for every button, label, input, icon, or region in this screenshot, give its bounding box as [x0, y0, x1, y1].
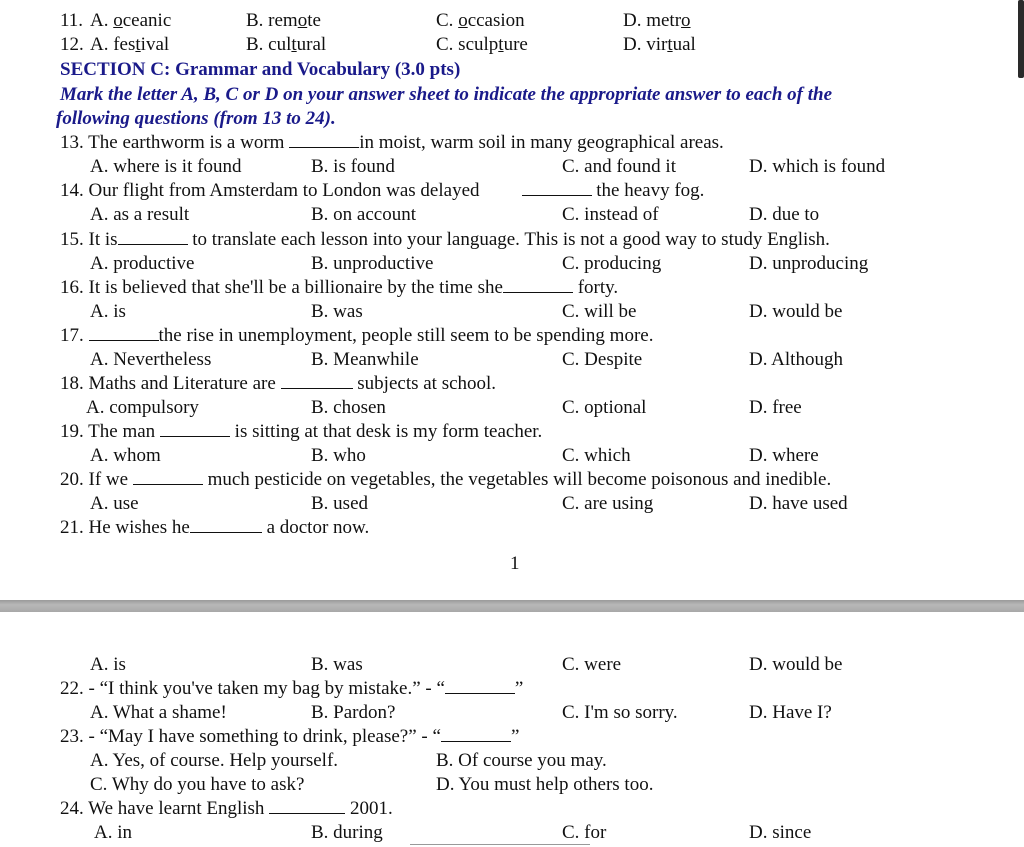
q20-option-a: A. use — [90, 493, 139, 514]
section-title: SECTION C: Grammar and Vocabulary (3.0 pts) — [60, 59, 461, 80]
q16-blank — [503, 276, 573, 293]
q15-option-a: A. productive — [90, 253, 195, 274]
q19-blank — [160, 420, 230, 437]
q24-option-c: C. for — [562, 822, 607, 843]
q22-option-b: B. Pardon? — [311, 702, 396, 723]
q18-option-c: C. optional — [562, 397, 647, 418]
q14-option-b: B. on account — [311, 204, 417, 225]
q17-option-c: C. Despite — [562, 349, 643, 370]
q15-blank — [118, 228, 188, 245]
q24-option-b: B. during — [311, 822, 383, 843]
q21-option-d: D. would be — [749, 654, 843, 675]
q11-number: 11. — [60, 10, 84, 31]
q13-option-a: A. where is it found — [90, 156, 242, 177]
q20-blank — [133, 468, 203, 485]
q17-blank — [89, 324, 159, 341]
q23-stem: 23. - “May I have something to drink, please?” - “ ” — [60, 726, 520, 747]
q24-blank — [269, 797, 345, 814]
q18-option-a: A. compulsory — [86, 397, 199, 418]
q11-option-d: D. metro — [623, 10, 691, 31]
q20-option-d: D. have used — [749, 493, 848, 514]
scrollbar[interactable] — [1018, 0, 1024, 78]
page-number: 1 — [510, 553, 520, 574]
q12-option-d: D. virtual — [623, 34, 696, 55]
q22-blank — [445, 677, 515, 694]
q13-option-c: C. and found it — [562, 156, 676, 177]
q23-option-b: B. Of course you may. — [436, 750, 607, 771]
q13-option-d: D. which is found — [749, 156, 886, 177]
q11-option-b: B. remote — [246, 10, 321, 31]
q12-number: 12. — [60, 34, 84, 55]
q20-option-b: B. used — [311, 493, 368, 514]
q18-stem: 18. Maths and Literature are subjects at school. — [60, 373, 497, 394]
q22-option-c: C. I'm so sorry. — [562, 702, 678, 723]
q13-stem: 13. The earthworm is a worm in moist, warm soil in many geographical areas. — [60, 132, 724, 153]
q13-option-b: B. is found — [311, 156, 395, 177]
q18-option-b: B. chosen — [311, 397, 386, 418]
q17-option-d: D. Although — [749, 349, 843, 370]
q16-option-d: D. would be — [749, 301, 843, 322]
q24-option-d: D. since — [749, 822, 812, 843]
q16-option-b: B. was — [311, 301, 363, 322]
q22-option-a: A. What a shame! — [90, 702, 227, 723]
q19-option-d: D. where — [749, 445, 819, 466]
q14-option-a: A. as a result — [90, 204, 190, 225]
q19-option-c: C. which — [562, 445, 631, 466]
q21-blank — [190, 516, 262, 533]
q17-option-b: B. Meanwhile — [311, 349, 419, 370]
q20-stem: 20. If we much pesticide on vegetables, the vegetables will become poisonous and inedible. — [60, 469, 832, 490]
q19-option-a: A. whom — [90, 445, 161, 466]
q22-option-d: D. Have I? — [749, 702, 832, 723]
q17-stem: 17. the rise in unemployment, people still seem to be spending more. — [60, 325, 654, 346]
q23-option-d: D. You must help others too. — [436, 774, 654, 795]
q16-stem: 16. It is believed that she'll be a billionaire by the time she forty. — [60, 277, 619, 298]
q24-stem: 24. We have learnt English 2001. — [60, 798, 393, 819]
q17-option-a: A. Nevertheless — [90, 349, 212, 370]
q13-blank — [289, 131, 359, 148]
q16-option-a: A. is — [90, 301, 126, 322]
q19-option-b: B. who — [311, 445, 366, 466]
q21-option-c: C. were — [562, 654, 622, 675]
q14-option-c: C. instead of — [562, 204, 659, 225]
q15-option-b: B. unproductive — [311, 253, 434, 274]
q24-option-a: A. in — [94, 822, 132, 843]
q20-option-c: C. are using — [562, 493, 654, 514]
q12-option-b: B. cultural — [246, 34, 327, 55]
q14-stem: 14. Our flight from Amsterdam to London was delayed the heavy fog. — [60, 180, 705, 201]
q18-option-d: D. free — [749, 397, 802, 418]
q21-option-a: A. is — [90, 654, 126, 675]
q12-option-c: C. sculpture — [436, 34, 528, 55]
q12-option-a: A. festival — [90, 34, 170, 55]
q15-option-d: D. unproducing — [749, 253, 869, 274]
q23-blank — [441, 725, 511, 742]
q11-option-a: A. oceanic — [90, 10, 172, 31]
instruction-line-1: Mark the letter A, B, C or D on your answer sheet to indicate the appropriate answer to each of the — [60, 84, 833, 105]
q11-option-c: C. occasion — [436, 10, 525, 31]
q14-option-d: D. due to — [749, 204, 820, 225]
q15-stem: 15. It is to translate each lesson into your language. This is not a good way to study English. — [60, 229, 830, 250]
q14-blank — [522, 179, 592, 196]
q21-option-b: B. was — [311, 654, 363, 675]
q18-blank — [281, 372, 353, 389]
q22-stem: 22. - “I think you've taken my bag by mistake.” - “ ” — [60, 678, 524, 699]
q19-stem: 19. The man is sitting at that desk is my form teacher. — [60, 421, 543, 442]
q16-option-c: C. will be — [562, 301, 637, 322]
page-separator — [0, 600, 1024, 612]
q23-option-a: A. Yes, of course. Help yourself. — [90, 750, 339, 771]
q21-stem: 21. He wishes he a doctor now. — [60, 517, 370, 538]
q15-option-c: C. producing — [562, 253, 662, 274]
instruction-line-2: following questions (from 13 to 24). — [56, 108, 336, 129]
q23-option-c: C. Why do you have to ask? — [90, 774, 305, 795]
footer-rule — [410, 844, 590, 845]
